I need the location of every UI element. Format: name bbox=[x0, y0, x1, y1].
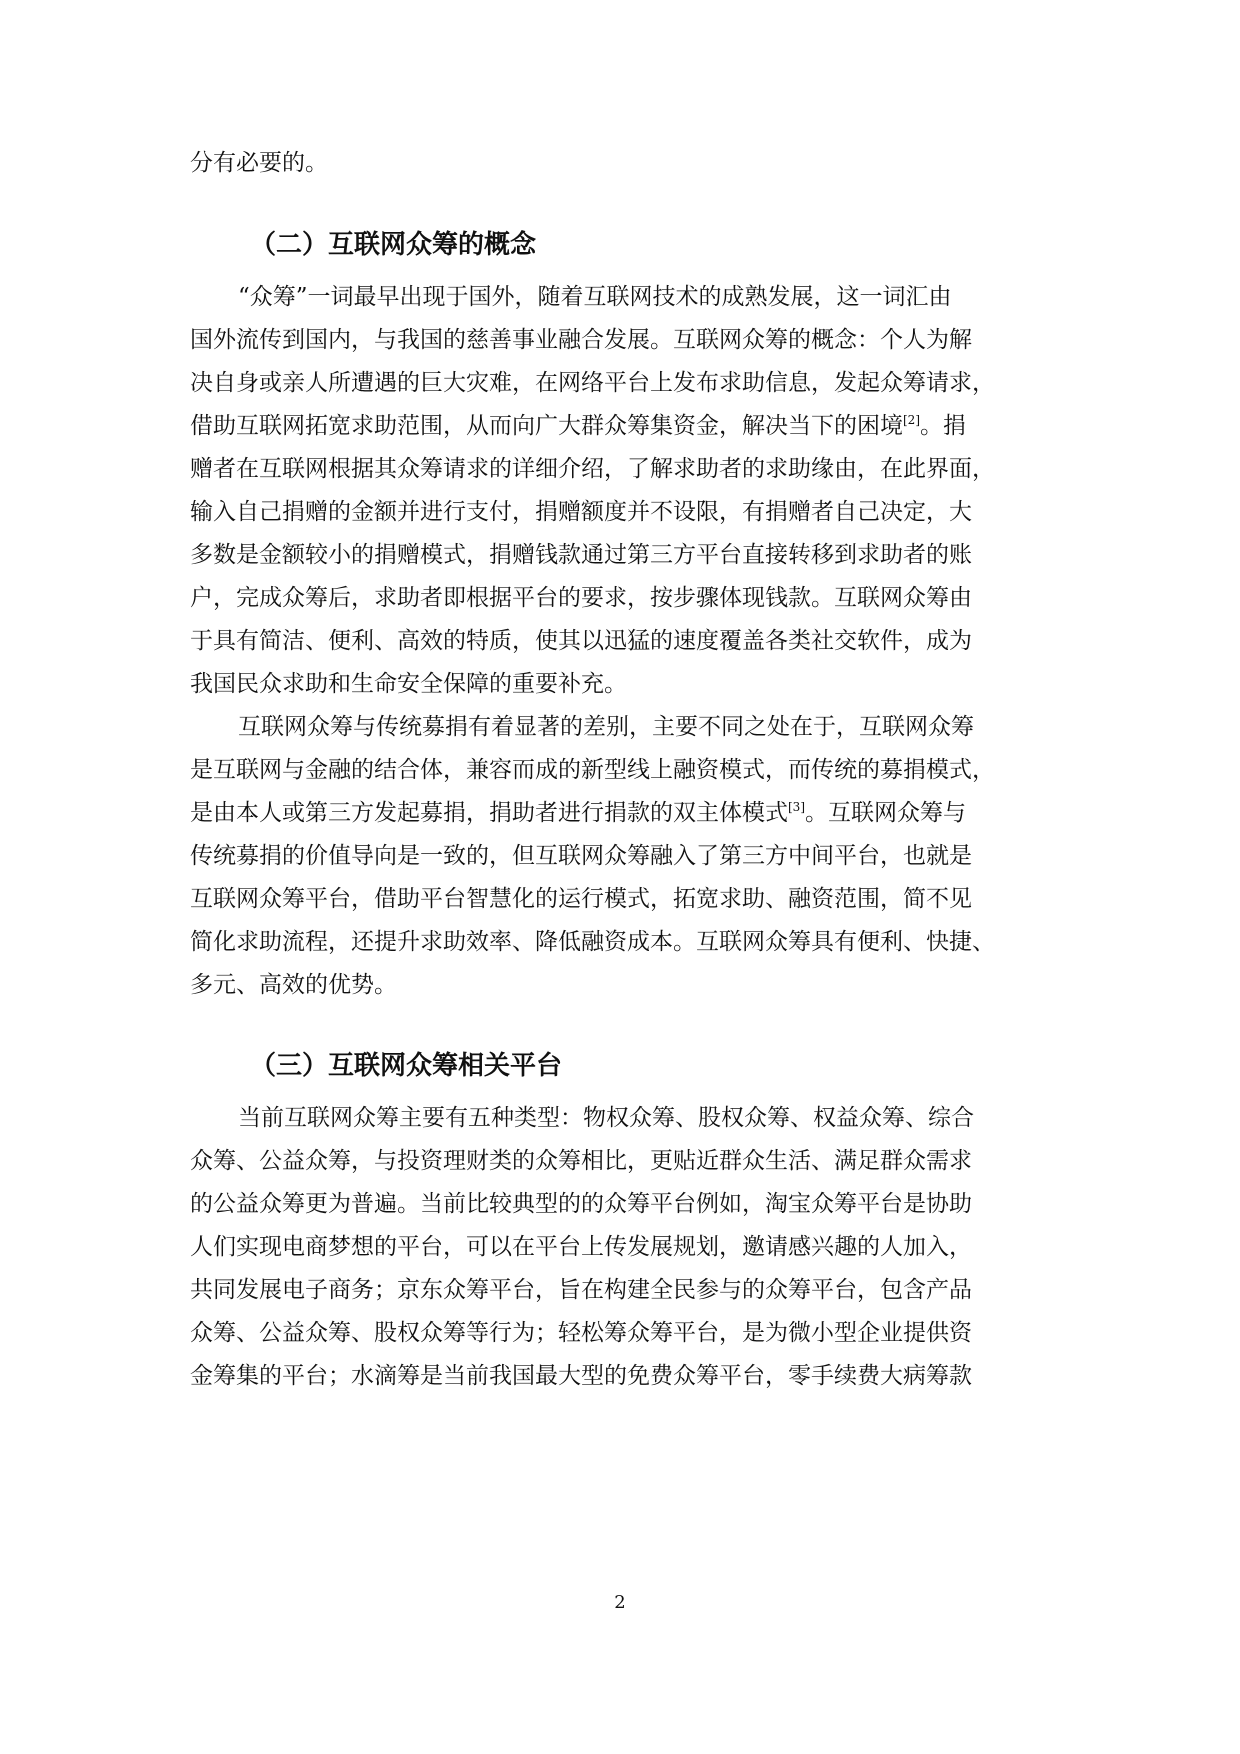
paragraph-line: 国外流传到国内，与我国的慈善事业融合发展。互联网众筹的概念：个人为解 bbox=[190, 327, 972, 353]
paragraph-text: 是由本人或第三方发起募捐，捐助者进行捐款的双主体模式 bbox=[190, 800, 788, 826]
paragraph-line: 是互联网与金融的结合体，兼容而成的新型线上融资模式，而传统的募捐模式， bbox=[190, 757, 995, 783]
paragraph-line: 输入自己捐赠的金额并进行支付，捐赠额度并不设限，有捐赠者自己决定，大 bbox=[190, 499, 972, 525]
paragraph-text: 。互联网众筹与 bbox=[805, 800, 966, 826]
paragraph-line: 互联网众筹平台，借助平台智慧化的运行模式，拓宽求助、融资范围，简不见 bbox=[190, 886, 972, 912]
paragraph-line: 于具有简洁、便利、高效的特质，使其以迅猛的速度覆盖各类社交软件，成为 bbox=[190, 628, 972, 654]
paragraph-text: 。捐 bbox=[920, 413, 966, 439]
paragraph-line: 赠者在互联网根据其众筹请求的详细介绍，了解求助者的求助缘由，在此界面， bbox=[190, 456, 995, 482]
paragraph-line: 互联网众筹与传统募捐有着显著的差别，主要不同之处在于，互联网众筹 bbox=[238, 714, 974, 740]
paragraph-line: 多元、高效的优势。 bbox=[190, 972, 397, 998]
paragraph-line: 的公益众筹更为普遍。当前比较典型的的众筹平台例如，淘宝众筹平台是协助 bbox=[190, 1191, 972, 1217]
paragraph-line: 户，完成众筹后，求助者即根据平台的要求，按步骤体现钱款。互联网众筹由 bbox=[190, 585, 972, 611]
citation-ref-3: [3] bbox=[788, 800, 805, 814]
paragraph-line: 决自身或亲人所遭遇的巨大灾难，在网络平台上发布求助信息，发起众筹请求， bbox=[190, 370, 995, 396]
paragraph-line: 简化求助流程，还提升求助效率、降低融资成本。互联网众筹具有便利、快捷、 bbox=[190, 929, 995, 955]
paragraph-line bbox=[190, 402, 966, 450]
paragraph-line: 多数是金额较小的捐赠模式，捐赠钱款通过第三方平台直接转移到求助者的账 bbox=[190, 542, 972, 568]
paragraph-line: “众筹”一词最早出现于国外，随着互联网技术的成熟发展，这一词汇由 bbox=[238, 284, 952, 310]
paragraph-line: 传统募捐的价值导向是一致的，但互联网众筹融入了第三方中间平台，也就是 bbox=[190, 843, 972, 869]
section-heading-platforms: （三）互联网众筹相关平台 bbox=[250, 1051, 563, 1081]
paragraph-line: 人们实现电商梦想的平台，可以在平台上传发展规划，邀请感兴趣的人加入， bbox=[190, 1234, 972, 1260]
citation-ref-2: [2] bbox=[903, 413, 920, 427]
paragraph-line: 共同发展电子商务；京东众筹平台，旨在构建全民参与的众筹平台，包含产品 bbox=[190, 1277, 972, 1303]
paragraph-line: 我国民众求助和生命安全保障的重要补充。 bbox=[190, 671, 627, 697]
continuation-line: 分有必要的。 bbox=[190, 150, 328, 176]
paragraph-text: 借助互联网拓宽求助范围，从而向广大群众筹集资金，解决当下的困境 bbox=[190, 413, 903, 439]
paragraph-line: 当前互联网众筹主要有五种类型：物权众筹、股权众筹、权益众筹、综合 bbox=[238, 1105, 974, 1131]
paragraph-line bbox=[190, 789, 966, 837]
paragraph-line: 众筹、公益众筹，与投资理财类的众筹相比，更贴近群众生活、满足群众需求 bbox=[190, 1148, 972, 1174]
paragraph-line: 金筹集的平台；水滴筹是当前我国最大型的免费众筹平台，零手续费大病筹款 bbox=[190, 1363, 972, 1389]
paragraph-line: 众筹、公益众筹、股权众筹等行为；轻松筹众筹平台，是为微小型企业提供资 bbox=[190, 1320, 972, 1346]
section-heading-concept: （二）互联网众筹的概念 bbox=[250, 230, 537, 260]
page-number: 2 bbox=[614, 1592, 626, 1613]
